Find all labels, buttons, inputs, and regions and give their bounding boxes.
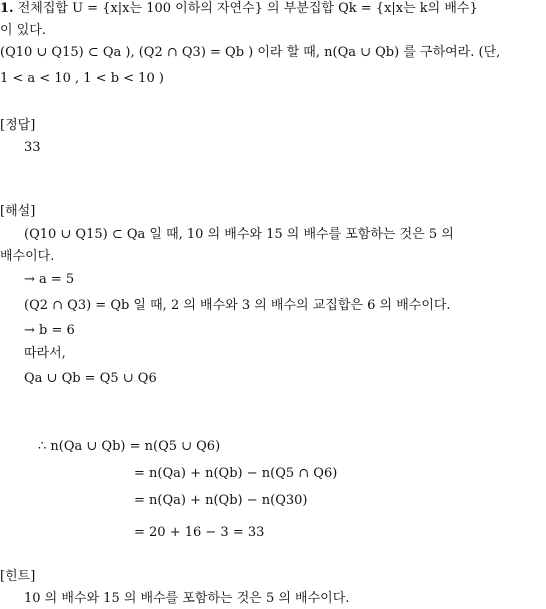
solution-line-3: → a = 5: [24, 272, 75, 287]
equation-line-3: = n(Qa) + n(Qb) − n(Q30): [134, 493, 308, 508]
solution-line-2: 배수이다.: [0, 249, 55, 264]
solution-header: [해설]: [0, 204, 36, 219]
hint-header: [힌트]: [0, 569, 36, 584]
solution-line-1: (Q10 ∪ Q15) ⊂ Qa 일 때, 10 의 배수와 15 의 배수를 포함하는 것은 5 의: [24, 227, 454, 242]
hint-text: 10 의 배수와 15 의 배수를 포함하는 것은 5 의 배수이다.: [24, 591, 350, 606]
equation-line-2: = n(Qa) + n(Qb) − n(Q5 ∩ Q6): [134, 466, 338, 481]
problem-line-4: 1 < a < 10 , 1 < b < 10 ): [0, 71, 164, 86]
problem-number: 1.: [0, 1, 14, 16]
answer-header: [정답]: [0, 118, 36, 133]
equation-line-4: = 20 + 16 − 3 = 33: [134, 525, 265, 540]
equation-line-1: ∴ n(Qa ∪ Qb) = n(Q5 ∪ Q6): [38, 439, 221, 454]
answer-value: 33: [24, 140, 41, 155]
problem-line-3: (Q10 ∪ Q15) ⊂ Qa ), (Q2 ∩ Q3) = Qb ) 이라 할 때, n(Qa ∪ Qb) 를 구하여라. (단,: [0, 45, 501, 60]
solution-line-5: → b = 6: [24, 323, 75, 338]
solution-line-4: (Q2 ∩ Q3) = Qb 일 때, 2 의 배수와 3 의 배수의 교집합은 6 의 배수이다.: [24, 298, 451, 313]
problem-line-2: 이 있다.: [0, 23, 46, 38]
problem-line-1: 1. 전체집합 U = {x|x는 100 이하의 자연수} 의 부분집합 Qk = {x|x는 k의 배수}: [0, 1, 478, 16]
solution-line-7: Qa ∪ Qb = Q5 ∪ Q6: [24, 371, 157, 386]
solution-line-6: 따라서,: [24, 346, 66, 361]
